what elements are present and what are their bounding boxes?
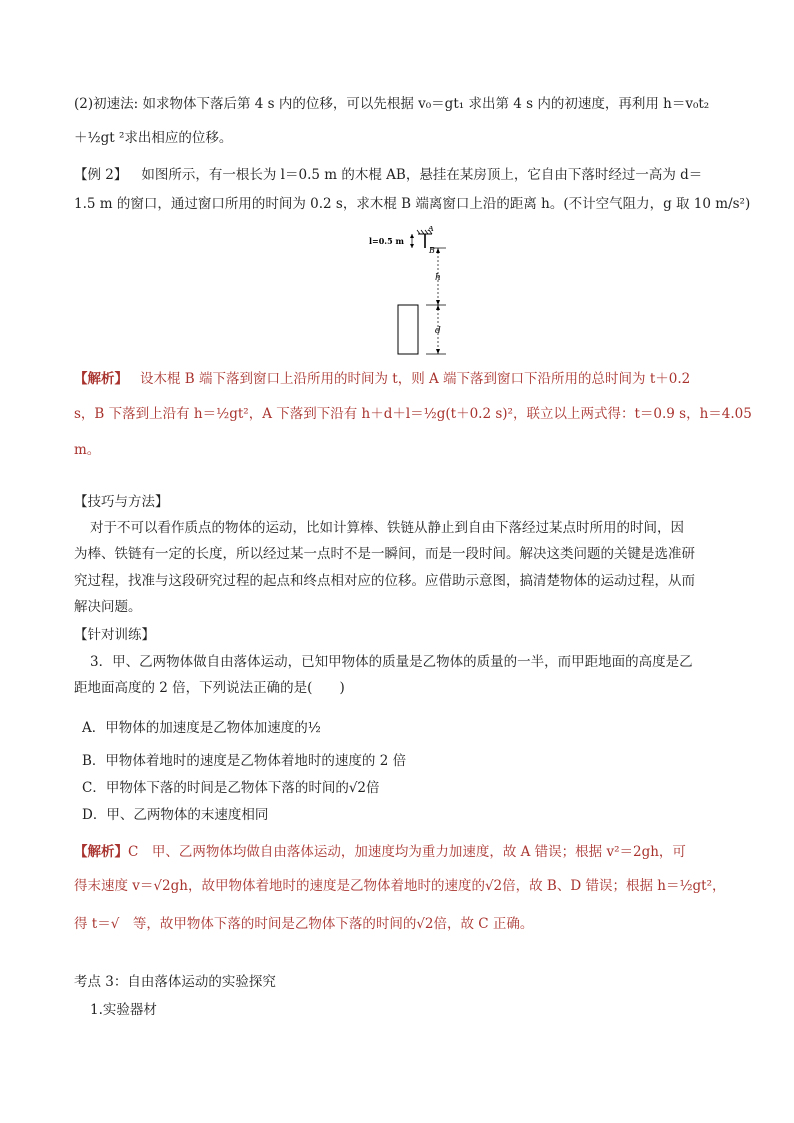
tips-line4: 解决问题。 xyxy=(74,599,142,615)
label-l: l=0.5 m xyxy=(369,236,404,246)
option-c: C．甲物体下落的时间是乙物体下落的时间的√2倍 xyxy=(82,780,380,796)
solution3-tag: 【解析】 xyxy=(74,844,128,860)
key-point3-title: 考点 3：自由落体运动的实验探究 xyxy=(74,974,276,990)
solution2-line3: m。 xyxy=(74,442,101,458)
paragraph-initial-velocity-method-line2: ＋½gt ²求出相应的位移。 xyxy=(74,130,233,146)
solution2-line2: s，B 下落到上沿有 h＝½gt²，A 下落到下沿有 h＋d＋l＝½g(t＋0.2 s)²，联立以上两式得：t＝0.9 s，h＝4.05 xyxy=(74,406,752,422)
solution3-line3: 得 t＝√ 等，故甲物体下落的时间是乙物体下落的时间的√2倍，故 C 正确。 xyxy=(74,916,534,932)
window-rect xyxy=(398,305,418,354)
tips-line2: 为棒、铁链有一定的长度，所以经过某一点时不是一瞬间，而是一段时间。解决这类问题的关键是选准研 xyxy=(74,546,695,562)
label-h: h xyxy=(435,273,441,283)
solution2-line1 xyxy=(74,369,690,389)
tips-line3: 究过程，找准与这段研究过程的起点和终点相对应的位移。应借助示意图，搞清楚物体的运动过程，从而 xyxy=(74,573,695,589)
solution3-line1 xyxy=(74,842,686,862)
label-b: B xyxy=(429,246,435,255)
option-a: A．甲物体的加速度是乙物体加速度的½ xyxy=(82,720,321,736)
solution2-tag: 【解析】 xyxy=(74,371,128,387)
falling-stick-window-diagram xyxy=(360,226,470,360)
example2-line1 xyxy=(74,165,702,185)
tips-line1: 对于不可以看作质点的物体的运动，比如计算棒、铁链从静止到自由下落经过某点时所用的时间，因 xyxy=(90,520,684,536)
example2-tag: 【例 2】 xyxy=(74,167,128,183)
option-b: B．甲物体着地时的速度是乙物体着地时的速度的 2 倍 xyxy=(82,753,407,769)
tips-title: 【技巧与方法】 xyxy=(74,494,169,510)
example2-text-line1: 如图所示，有一根长为 l＝0.5 m 的木棍 AB，悬挂在某房顶上，它自由下落时经过一高为 d＝ xyxy=(141,167,703,183)
solution2-text-line1: 设木棍 B 端下落到窗口上沿所用的时间为 t，则 A 端下落到窗口下沿所用的总时间为 t＋0.2 xyxy=(140,371,691,387)
label-a: A xyxy=(428,226,434,233)
paragraph-initial-velocity-method-line1: (2)初速法: 如求物体下落后第 4 s 内的位移，可以先根据 v₀＝gt₁ 求出第 4 s 内的初速度，再利用 h＝v₀t₂ xyxy=(74,96,710,112)
question3-line1: 3．甲、乙两物体做自由落体运动，已知甲物体的质量是乙物体的质量的一半，而甲距地面的高度是乙 xyxy=(90,654,693,670)
solution3-line2: 得末速度 v＝√2gh，故甲物体着地时的速度是乙物体着地时的速度的√2倍，故 B、D 错误；根据 h＝½gt²， xyxy=(74,878,726,894)
option-d: D．甲、乙两物体的末速度相同 xyxy=(82,807,269,823)
solution3-text-line1: C 甲、乙两物体均做自由落体运动，加速度均为重力加速度，故 A 错误；根据 v²＝2gh，可 xyxy=(128,844,686,860)
training-title: 【针对训练】 xyxy=(74,627,155,643)
example2-line2: 1.5 m 的窗口，通过窗口所用的时间为 0.2 s，求木棍 B 端离窗口上沿的距离 h。(不计空气阻力，g 取 10 m/s²) xyxy=(74,196,751,212)
question3-line2: 距地面高度的 2 倍，下列说法正确的是( ) xyxy=(74,680,345,696)
key-point3-subtitle: 1.实验器材 xyxy=(90,1002,157,1018)
label-d: d xyxy=(435,326,441,336)
